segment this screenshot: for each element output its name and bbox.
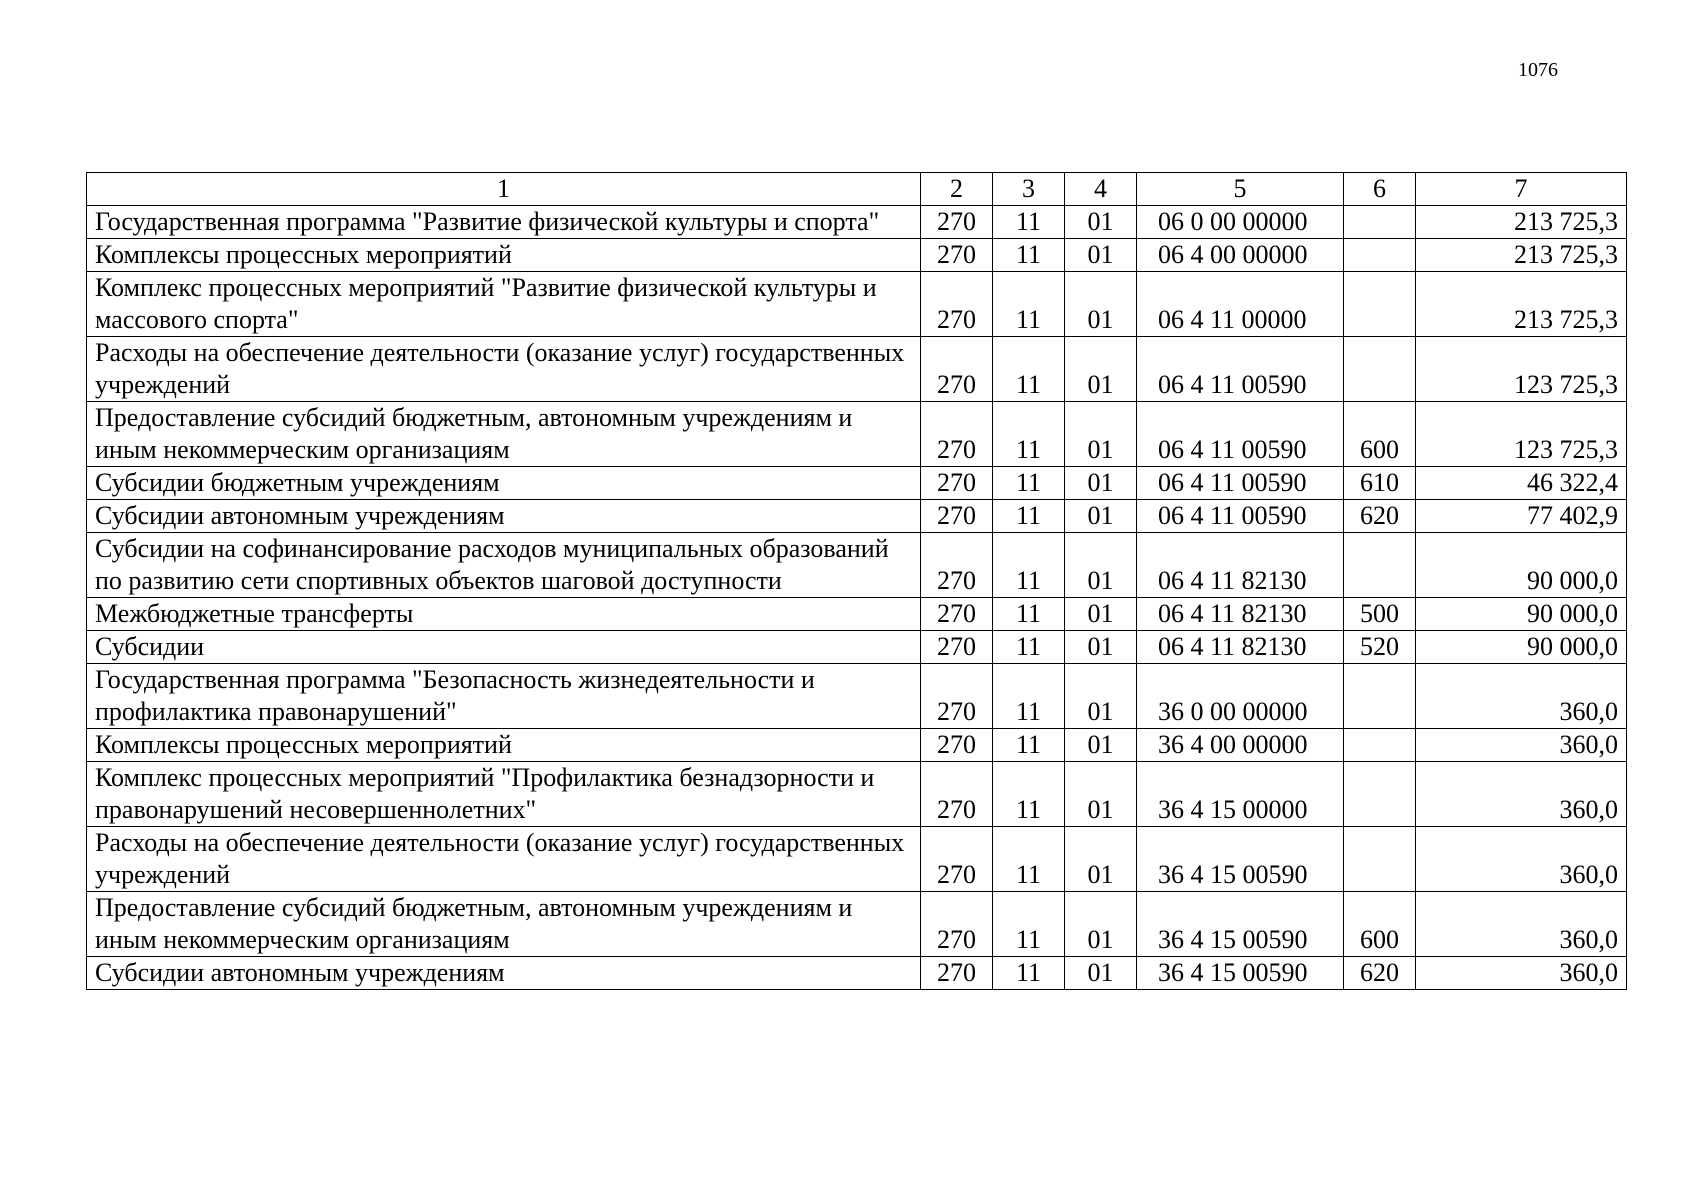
- row-description: Субсидии автономным учреждениям: [87, 957, 921, 990]
- header-cell-4: 4: [1065, 173, 1137, 206]
- table-row: [87, 762, 1627, 827]
- row-col-2: 270: [921, 402, 993, 467]
- row-description: Субсидии на софинансирование расходов муниципальных образований по развитию сети спортивных объектов шаговой доступности: [87, 533, 921, 598]
- row-col-3: 11: [993, 631, 1065, 664]
- row-col-6: [1344, 664, 1416, 729]
- row-col-2: 270: [921, 729, 993, 762]
- row-col-3: 11: [993, 337, 1065, 402]
- row-description: Предоставление субсидий бюджетным, автономным учреждениям и иным некоммерческим организациям: [87, 892, 921, 957]
- row-col-2: 270: [921, 664, 993, 729]
- row-col-6: [1344, 206, 1416, 239]
- header-cell-3: 3: [993, 173, 1065, 206]
- row-col-7: 123 725,3: [1416, 402, 1627, 467]
- row-col-7: 360,0: [1416, 957, 1627, 990]
- table-row: [87, 272, 1627, 337]
- row-col-5: 36 0 00 00000: [1137, 664, 1344, 729]
- row-description: Расходы на обеспечение деятельности (оказание услуг) государственных учреждений: [87, 827, 921, 892]
- row-col-4: 01: [1065, 533, 1137, 598]
- row-col-3: 11: [993, 467, 1065, 500]
- row-col-6: [1344, 729, 1416, 762]
- row-col-3: 11: [993, 729, 1065, 762]
- row-col-5: 06 4 11 82130: [1137, 598, 1344, 631]
- row-col-6: 600: [1344, 402, 1416, 467]
- row-col-6: [1344, 337, 1416, 402]
- row-col-7: 46 322,4: [1416, 467, 1627, 500]
- row-col-6: 620: [1344, 500, 1416, 533]
- row-col-2: 270: [921, 206, 993, 239]
- row-description: Субсидии автономным учреждениям: [87, 500, 921, 533]
- row-description: Расходы на обеспечение деятельности (оказание услуг) государственных учреждений: [87, 337, 921, 402]
- row-col-3: 11: [993, 892, 1065, 957]
- table-row: [87, 892, 1627, 957]
- row-col-5: 36 4 15 00590: [1137, 957, 1344, 990]
- row-col-7: 123 725,3: [1416, 337, 1627, 402]
- row-col-5: 36 4 00 00000: [1137, 729, 1344, 762]
- row-col-3: 11: [993, 762, 1065, 827]
- row-col-2: 270: [921, 239, 993, 272]
- table-row: [87, 598, 1627, 631]
- row-col-7: 213 725,3: [1416, 272, 1627, 337]
- row-col-2: 270: [921, 892, 993, 957]
- table-row: [87, 206, 1627, 239]
- header-cell-7: 7: [1416, 173, 1627, 206]
- table-row: [87, 827, 1627, 892]
- row-description: Субсидии: [87, 631, 921, 664]
- row-col-4: 01: [1065, 729, 1137, 762]
- row-col-6: [1344, 239, 1416, 272]
- table-row: [87, 664, 1627, 729]
- row-col-7: 360,0: [1416, 827, 1627, 892]
- row-col-5: 06 4 11 00590: [1137, 500, 1344, 533]
- row-col-4: 01: [1065, 598, 1137, 631]
- header-cell-2: 2: [921, 173, 993, 206]
- table-row: [87, 402, 1627, 467]
- row-col-6: [1344, 762, 1416, 827]
- row-col-5: 06 4 11 82130: [1137, 631, 1344, 664]
- row-col-6: [1344, 533, 1416, 598]
- row-col-7: 360,0: [1416, 664, 1627, 729]
- row-col-4: 01: [1065, 500, 1137, 533]
- row-col-7: 213 725,3: [1416, 239, 1627, 272]
- table-row: [87, 239, 1627, 272]
- table-row: [87, 957, 1627, 990]
- table-row: [87, 500, 1627, 533]
- row-col-4: 01: [1065, 337, 1137, 402]
- header-cell-1: 1: [87, 173, 921, 206]
- row-col-4: 01: [1065, 467, 1137, 500]
- page-number: 1076: [1518, 59, 1558, 81]
- row-col-3: 11: [993, 206, 1065, 239]
- table-row: [87, 729, 1627, 762]
- row-description: Комплексы процессных мероприятий: [87, 239, 921, 272]
- row-col-7: 360,0: [1416, 729, 1627, 762]
- row-description: Комплексы процессных мероприятий: [87, 729, 921, 762]
- row-col-5: 36 4 15 00000: [1137, 762, 1344, 827]
- row-col-2: 270: [921, 467, 993, 500]
- row-col-3: 11: [993, 957, 1065, 990]
- row-col-2: 270: [921, 272, 993, 337]
- row-col-7: 90 000,0: [1416, 631, 1627, 664]
- row-col-4: 01: [1065, 239, 1137, 272]
- row-col-5: 36 4 15 00590: [1137, 827, 1344, 892]
- row-col-2: 270: [921, 598, 993, 631]
- row-col-5: 06 0 00 00000: [1137, 206, 1344, 239]
- row-col-6: 600: [1344, 892, 1416, 957]
- budget-table: [86, 172, 1627, 990]
- row-col-7: 360,0: [1416, 762, 1627, 827]
- row-col-4: 01: [1065, 272, 1137, 337]
- row-col-5: 06 4 11 82130: [1137, 533, 1344, 598]
- row-col-4: 01: [1065, 762, 1137, 827]
- row-col-2: 270: [921, 762, 993, 827]
- row-col-4: 01: [1065, 206, 1137, 239]
- row-col-2: 270: [921, 827, 993, 892]
- table-row: [87, 533, 1627, 598]
- row-col-2: 270: [921, 337, 993, 402]
- row-col-4: 01: [1065, 827, 1137, 892]
- row-col-3: 11: [993, 500, 1065, 533]
- row-col-5: 06 4 11 00590: [1137, 337, 1344, 402]
- row-col-4: 01: [1065, 402, 1137, 467]
- row-col-7: 213 725,3: [1416, 206, 1627, 239]
- row-col-4: 01: [1065, 631, 1137, 664]
- row-description: Межбюджетные трансферты: [87, 598, 921, 631]
- row-col-6: 620: [1344, 957, 1416, 990]
- row-col-7: 360,0: [1416, 892, 1627, 957]
- header-row: [87, 173, 1627, 206]
- row-col-2: 270: [921, 631, 993, 664]
- row-col-2: 270: [921, 533, 993, 598]
- row-col-3: 11: [993, 239, 1065, 272]
- row-col-6: 610: [1344, 467, 1416, 500]
- row-col-5: 06 4 11 00590: [1137, 467, 1344, 500]
- row-description: Государственная программа "Безопасность жизнедеятельности и профилактика правонарушений": [87, 664, 921, 729]
- row-col-3: 11: [993, 598, 1065, 631]
- row-col-6: 500: [1344, 598, 1416, 631]
- row-col-3: 11: [993, 533, 1065, 598]
- header-cell-5: 5: [1137, 173, 1344, 206]
- row-col-7: 90 000,0: [1416, 598, 1627, 631]
- table-row: [87, 467, 1627, 500]
- header-cell-6: 6: [1344, 173, 1416, 206]
- row-col-7: 77 402,9: [1416, 500, 1627, 533]
- row-col-5: 36 4 15 00590: [1137, 892, 1344, 957]
- row-col-5: 06 4 11 00590: [1137, 402, 1344, 467]
- row-description: Предоставление субсидий бюджетным, автономным учреждениям и иным некоммерческим организациям: [87, 402, 921, 467]
- row-description: Комплекс процессных мероприятий "Развитие физической культуры и массового спорта": [87, 272, 921, 337]
- row-col-4: 01: [1065, 892, 1137, 957]
- row-col-6: [1344, 827, 1416, 892]
- row-col-3: 11: [993, 402, 1065, 467]
- table-row: [87, 337, 1627, 402]
- row-description: Комплекс процессных мероприятий "Профилактика безнадзорности и правонарушений несовершеннолетних": [87, 762, 921, 827]
- row-col-2: 270: [921, 957, 993, 990]
- row-col-7: 90 000,0: [1416, 533, 1627, 598]
- row-col-4: 01: [1065, 957, 1137, 990]
- row-col-6: 520: [1344, 631, 1416, 664]
- row-col-4: 01: [1065, 664, 1137, 729]
- row-col-6: [1344, 272, 1416, 337]
- row-col-3: 11: [993, 664, 1065, 729]
- row-description: Государственная программа "Развитие физической культуры и спорта": [87, 206, 921, 239]
- row-col-3: 11: [993, 827, 1065, 892]
- table-row: [87, 631, 1627, 664]
- row-description: Субсидии бюджетным учреждениям: [87, 467, 921, 500]
- row-col-2: 270: [921, 500, 993, 533]
- row-col-5: 06 4 00 00000: [1137, 239, 1344, 272]
- row-col-3: 11: [993, 272, 1065, 337]
- row-col-5: 06 4 11 00000: [1137, 272, 1344, 337]
